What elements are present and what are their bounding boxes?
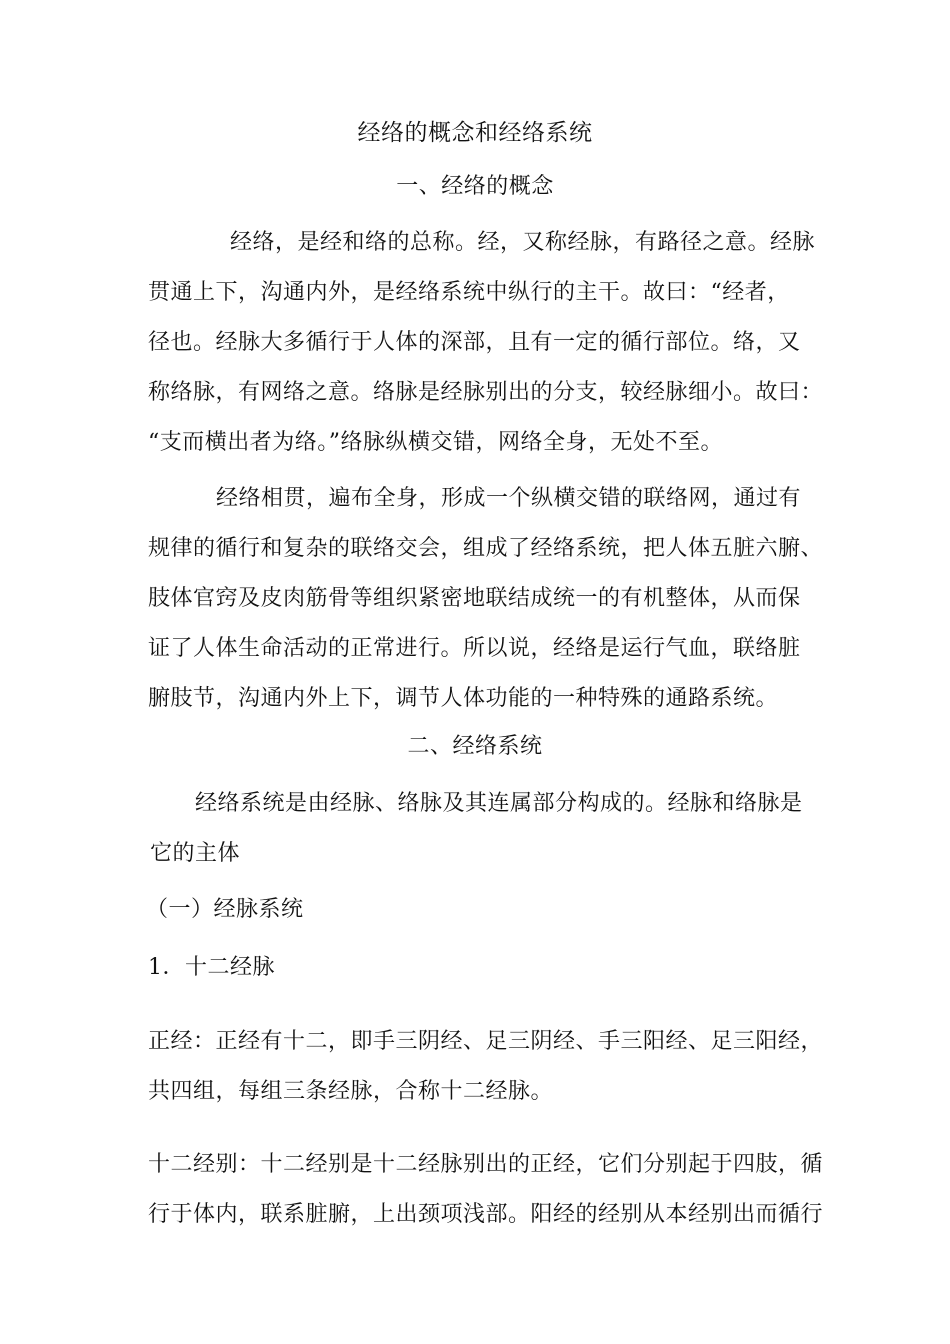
paragraph-line: 径也。经脉大多循行于人体的深部，且有一定的循行部位。络，又	[148, 330, 801, 355]
paragraph-line: 它的主体	[150, 841, 241, 866]
list-item-heading: 1．十二经脉	[148, 955, 275, 980]
document-title: 经络的概念和经络系统	[357, 120, 593, 146]
paragraph-line: 行于体内，联系脏腑，上出颈项浅部。阳经的经别从本经别出而循行	[148, 1202, 824, 1227]
paragraph-line: “支而横出者为络。”络脉纵横交错，网络全身，无处不至。	[148, 430, 723, 455]
paragraph-line: 经络系统是由经脉、络脉及其连属部分构成的。经脉和络脉是	[195, 791, 803, 816]
paragraph-line: 经络，是经和络的总称。经，又称经脉，有路径之意。经脉	[230, 230, 816, 255]
paragraph-line: 十二经别：十二经别是十二经脉别出的正经，它们分别起于四肢，循	[148, 1152, 824, 1177]
paragraph-line: 肢体官窍及皮肉筋骨等组织紧密地联结成统一的有机整体，从而保	[148, 586, 801, 611]
paragraph-line: 证了人体生命活动的正常进行。所以说，经络是运行气血，联络脏	[148, 636, 801, 661]
paragraph-line: 腑肢节，沟通内外上下，调节人体功能的一种特殊的通路系统。	[148, 686, 779, 711]
subsection-heading: （一）经脉系统	[146, 897, 304, 922]
paragraph-line: 规律的循行和复杂的联络交会，组成了经络系统，把人体五脏六腑、	[148, 536, 824, 561]
section-heading-2: 二、经络系统	[407, 734, 543, 759]
paragraph-line: 称络脉，有网络之意。络脉是经脉别出的分支，较经脉细小。故曰：	[148, 380, 824, 405]
paragraph-line: 共四组，每组三条经脉，合称十二经脉。	[148, 1079, 554, 1104]
section-heading-1: 一、经络的概念	[396, 174, 554, 199]
paragraph-line: 贯通上下，沟通内外，是经络系统中纵行的主干。故曰：“经者，	[148, 280, 790, 305]
paragraph-line: 正经：正经有十二，即手三阴经、足三阴经、手三阳经、足三阳经，	[148, 1029, 824, 1054]
paragraph-line: 经络相贯，遍布全身，形成一个纵横交错的联络网，通过有	[216, 486, 802, 511]
